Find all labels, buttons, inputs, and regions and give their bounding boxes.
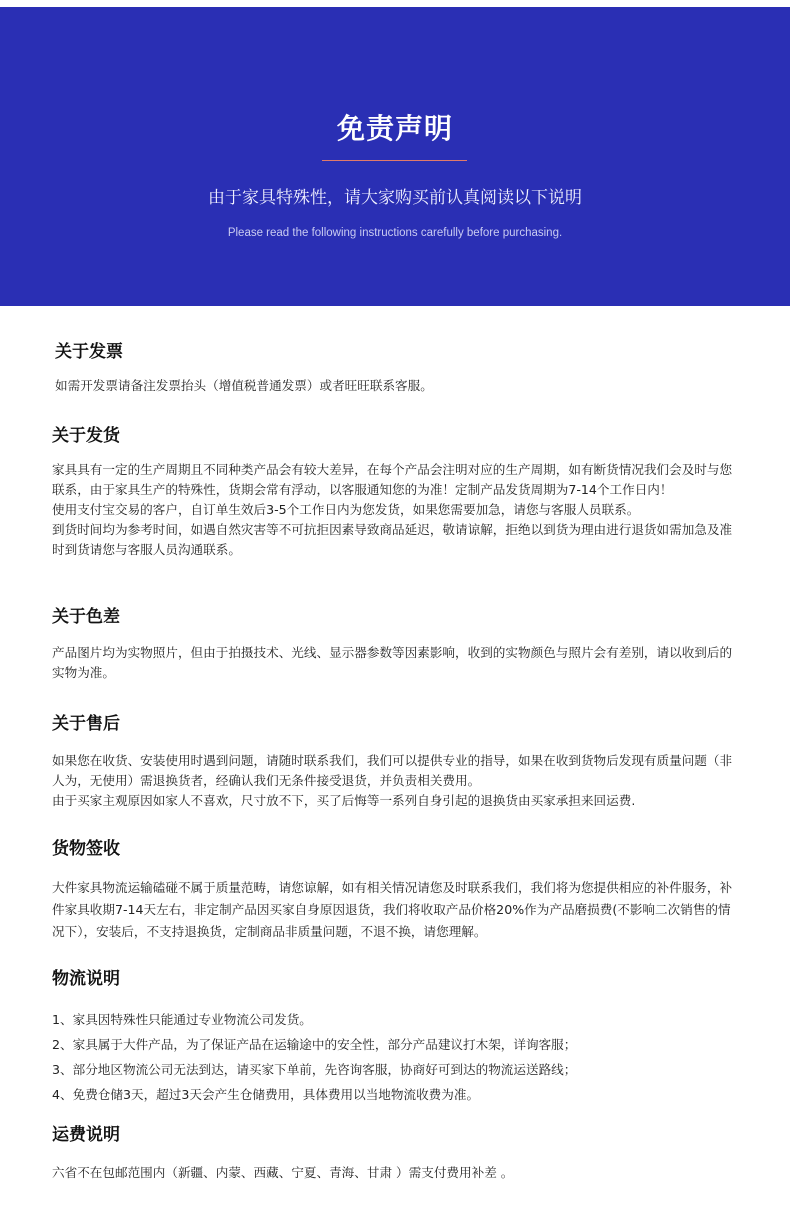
section-body: [55, 376, 745, 396]
section-logistics: [52, 964, 742, 1107]
section-paragraph: 如果您在收货、安装使用时遇到问题，请随时联系我们，我们可以提供专业的指导，如果在收到货物后发现有质量问题（非人为，无使用）需退换货者，经确认我们无条件接受退货，并负责相关费用。: [52, 753, 733, 788]
banner-subtitle: 由于家具特殊性，请大家购买前认真阅读以下说明: [208, 188, 582, 208]
section-shipping: [52, 421, 742, 560]
section-body: [52, 877, 742, 943]
section-body: [52, 1007, 742, 1107]
section-after-sales: [52, 709, 742, 811]
title-divider: [322, 160, 467, 161]
section-paragraph: 大件家具物流运输磕碰不属于质量范畴，请您谅解，如有相关情况请您及时联系我们，我们将为您提供相应的补件服务，补件家具收期7-14天左右，非定制产品因买家自身原因退货，我们将收取产品价格20%作为产品磨损费(不影响二次销售的情况下），安装后，不支持退换货，定制商品非质量问题，不退不换，请您理解。: [52, 880, 733, 939]
list-item: 4、免费仓储3天，超过3天会产生仓储费用，具体费用以当地物流收费为准。: [52, 1087, 480, 1102]
section-body: [52, 460, 742, 560]
banner-subtitle-english: Please read the following instructions carefully before purchasing.: [227, 227, 563, 239]
section-paragraph: 到货时间均为参考时间，如遇自然灾害等不可抗拒因素导致商品延迟，敬请谅解，拒绝以到货为理由进行退货如需加急及准时到货请您与客服人员沟通联系。: [52, 522, 733, 557]
list-item: 1、家具因特殊性只能通过专业物流公司发货。: [52, 1012, 312, 1027]
section-paragraph: 由于买家主观原因如家人不喜欢，尺寸放不下，买了后悔等一系列自身引起的退换货由买家承担来回运费.: [52, 793, 636, 808]
section-title: 关于售后: [52, 714, 120, 734]
section-body: [52, 751, 742, 811]
section-body: [52, 643, 742, 683]
section-paragraph: 产品图片均为实物照片，但由于拍摄技术、光线、显示器参数等因素影响，收到的实物颜色与照片会有差别，请以收到后的实物为准。: [52, 645, 733, 680]
section-paragraph: 六省不在包邮范围内（新疆、内蒙、西藏、宁夏、青海、甘肃 ）需支付费用补差 。: [52, 1165, 514, 1180]
header-banner: [0, 7, 790, 306]
section-paragraph: 如需开发票请备注发票抬头（增值税普通发票）或者旺旺联系客服。: [55, 378, 433, 393]
section-title: 货物签收: [52, 839, 120, 859]
list-item: 2、家具属于大件产品，为了保证产品在运输途中的安全性，部分产品建议打木架，详询客服；: [52, 1037, 577, 1052]
section-title: 关于发货: [52, 426, 120, 446]
section-color-difference: [52, 602, 742, 683]
section-paragraph: 使用支付宝交易的客户，自订单生效后3-5个工作日内为您发货，如果您需要加急，请您与客服人员联系。: [52, 502, 640, 517]
section-paragraph: 家具具有一定的生产周期且不同种类产品会有较大差异，在每个产品会注明对应的生产周期，如有断货情况我们会及时与您联系，由于家具生产的特殊性，货期会常有浮动，以客服通知您的为准！定制产品发货周期为7-14个工作日内！: [52, 462, 733, 497]
list-item: 3、部分地区物流公司无法到达，请买家下单前，先咨询客服，协商好可到达的物流运送路线；: [52, 1062, 577, 1077]
section-title: 运费说明: [52, 1125, 120, 1145]
section-title: 关于发票: [55, 342, 123, 362]
section-title: 关于色差: [52, 607, 120, 627]
section-invoice: [55, 337, 745, 396]
section-title: 物流说明: [52, 969, 120, 989]
section-shipping-fees: [52, 1120, 742, 1183]
section-body: [52, 1163, 742, 1183]
section-goods-receipt: [52, 834, 742, 943]
page-title: 免责声明: [336, 112, 453, 145]
